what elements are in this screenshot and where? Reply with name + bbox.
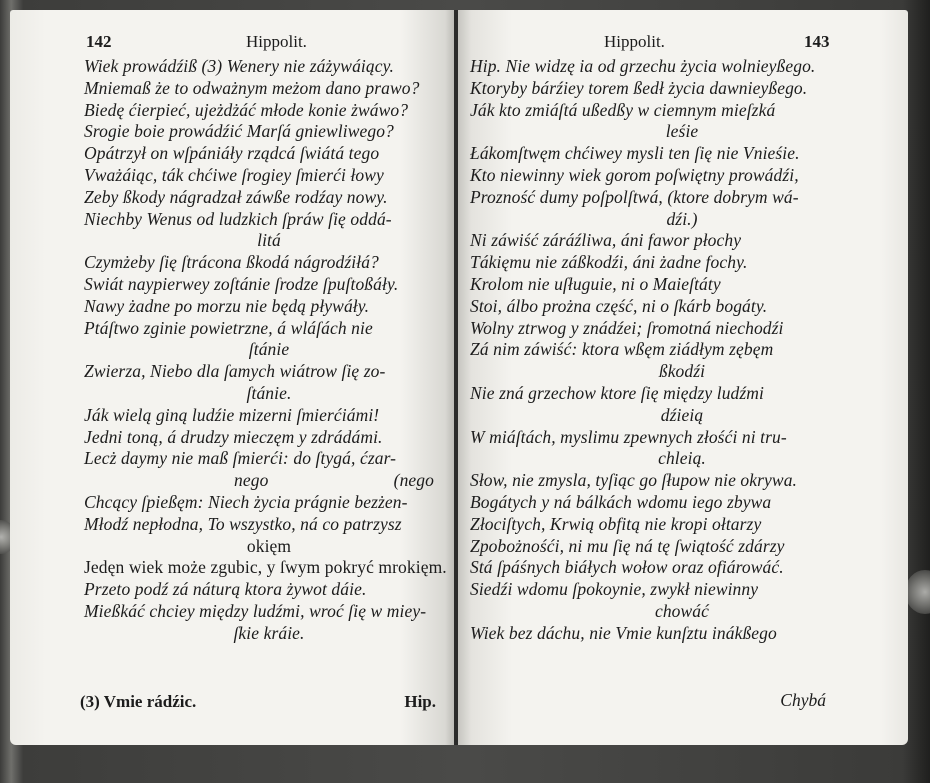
text-line: Nawy żadne po morzu nie będą pływáły. [84,295,370,316]
text-line: Ptáſtwo zginie powietrzne, á wláſách nie [84,317,373,338]
text-line: Opátrzył on wſpániáły rządcá ſwiátá tego [84,143,380,164]
clip-shadow-right [905,570,930,614]
text-line: Przeto podź zá náturą ktora żywot dáie. [84,579,367,600]
text-line: Niechby Wenus od ludzkich ſpráw ſię oddá- [84,208,392,229]
text-line: Słow, nie zmysla, tyſiąc go ſłupow nie okrywa. [470,470,798,491]
text-line: Ni záwiść záráźliwa, áni fawor płochy [470,230,742,251]
text-line: Chcący ſpießęm: Niech życia prágnie bezżen- [84,491,408,512]
catchword-right: Chybá [780,690,826,710]
page-number-left: 142 [86,32,112,51]
footnote [80,692,436,716]
right-page [458,10,908,745]
running-title-right: Hippolit. [604,32,665,51]
text-line: Ják wielą giną ludźie mizerni ſmierćiámi! [84,404,380,425]
catchword-left: Hip. [404,692,436,711]
text-line-split [84,470,434,492]
text-line: Wolny ztrwog y znádźei; ſromotná niechodźi [470,317,784,338]
text-line: Zá nim záwiść: ktora wßęm ziádłym zębęm [470,339,774,360]
text-line: Złociſtych, Krwią obfitą nie kropi ołtarzy [470,513,762,534]
text-line: Ktoryby bárźiey torem ßedł życia dawnieyßego. [470,77,808,98]
footnote-text: (3) Vmie rádźic. [80,692,197,711]
text-line: Vważáiąc, ták chćiwe ſrogiey ſmierći łowy [84,164,384,185]
text-line: W miáſtách, myslimu zpewnych złośći ni tru- [470,426,787,447]
text-line: Siedźi wdomu ſpokoynie, zwykł niewinny [470,579,759,600]
text-line: Mniemaß że to odważnym meżom dano prawo? [84,77,420,98]
text-line: Nie zná grzechow ktore ſię między ludźmi [470,382,765,403]
text-line: Prozność dumy poſpolſtwá, (ktore dobrym wá- [470,186,799,207]
text-line-turnover: (nego [393,470,434,491]
text-line-continuation: dźi.) [666,208,698,229]
left-running-head [10,32,454,56]
text-line: Hip. Nie widzę ia od grzechu życia wolnieyßego. [470,56,816,76]
text-line: Srogie boie prowádźić Marſá gniewliwego? [84,121,394,142]
text-line-continuation: litá [257,230,281,251]
text-line-continuation: ſtánie [248,339,290,360]
text-line-continuation: chowáć [654,600,710,621]
text-line: Ják kto zmiáſtá ußedßy w ciemnym mieſzká [470,99,776,120]
text-line: Łákomſtwęm chćiwey mysli ten ſię nie Vnieśie. [470,143,800,164]
text-line: Swiát naypierwey zoſtánie ſrodze ſpuſtoßáły. [84,273,399,294]
text-line: Jedni toną, á drudzy mieczęm y zdrádámi. [84,426,383,447]
text-line: Tákięmu nie záßkodźi, áni żadne fochy. [470,252,748,273]
text-line: Bogátych y ná bálkách wdomu iego zbywa [470,491,772,512]
text-line-continuation: leśie [665,121,699,142]
text-line-continuation: ſtánie. [246,382,292,403]
text-line: Stá ſpáśnych biáłych wołow oraz ofiárowáć. [470,557,784,578]
left-page-text [84,56,454,645]
text-line-continuation: okięm [246,535,292,556]
text-line-continuation: ſkie kráie. [233,622,305,643]
text-line: Kto niewinny wiek gorom poſwiętny prowádźi, [470,164,799,185]
text-line: Biedę ćierpieć, ujeżdżáć młode konie żwáwo? [84,99,409,120]
left-page [10,10,454,745]
right-page-text [470,56,894,645]
page-number-right: 143 [804,32,830,51]
text-line-continuation: ßkodźi [658,361,706,382]
text-line-continuation: nego [234,470,269,491]
text-line-continuation: chleią. [658,448,706,469]
text-line: Stoi, álbo prożna część, ni o ſkárb bogáty. [470,295,768,316]
text-line: Mießkáć chciey między ludźmi, wroć ſię w miey- [84,600,427,621]
text-line: Zpobożnośći, ni mu ſię ná tę ſwiątość zdárzy [470,535,785,556]
text-line: Krolom nie uſługuie, ni o Maieſtáty [470,273,721,294]
text-line-continuation: dźieią [660,404,704,425]
text-line: Czymżeby ſię ſtrácona ßkodá nágrodźiłá? [84,252,379,273]
text-line: Zwierza, Niebo dla ſamych wiátrow ſię zo- [84,361,386,382]
text-line: Zeby ßkody nágradzał záwße rodźay nowy. [84,186,388,207]
text-line: Lecż daymy nie maß ſmierći: do ſtygá, ćzar- [84,448,397,469]
text-line: Młodź nepłodna, To wszystko, ná co patrzysz [84,513,402,534]
right-running-head [458,32,908,56]
running-title-left: Hippolit. [246,32,307,51]
text-line: Wiek prowádźiß (3) Wenery nie záżywáiący. [84,56,394,76]
text-line: Jedęn wiek może zgubic, y ſwym pokryć mrokięm. [84,557,447,578]
text-line: Wiek bez dáchu, nie Vmie kunſztu inákßego [470,622,777,643]
